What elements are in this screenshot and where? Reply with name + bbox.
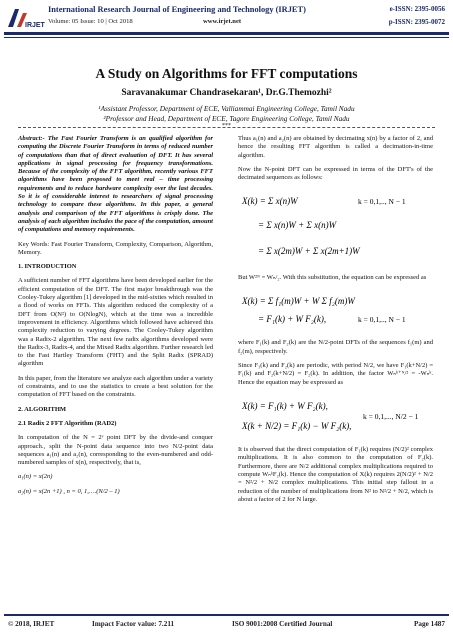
right-paragraph-5: Since F₁(k) and F₂(k) are periodic, with period N/2, we have F₁(k+N/2) = F₁(k) and F₂(k+N/2) = F₂(k). In addition, the factor Wₙᵏ⁺ᴺ/² = -Wₙᵏ. Hence the equation may be expressed as bbox=[238, 361, 433, 386]
footer-page-number: Page 1487 bbox=[414, 620, 445, 628]
irjet-logo bbox=[5, 5, 45, 31]
dft-halfsize-equation bbox=[238, 290, 433, 330]
dft-eq-range-1: k = 0,1,.., N − 1 bbox=[358, 197, 406, 207]
right-paragraph-2: Now the N-point DFT can be expressed in terms of the DFT's of the decimated sequences as follows: bbox=[238, 165, 433, 182]
svg-text:IRJET: IRJET bbox=[25, 22, 45, 29]
pissn: p-ISSN: 2395-0072 bbox=[388, 18, 445, 26]
keywords: Key Words: Fast Fourier Transform, Complexity, Comparison, Algorithm, Memory. bbox=[18, 240, 213, 256]
right-paragraph-6: It is observed that the direct computation of F₁(k) requires (N/2)² complex multiplications. It is also common to the computation of F₂(k). Furthermore, there are N/2 additional complex multiplications required to compute WₙᵏF₂(k). Hence the computation of X(k) requires 2(N/2)² + N/2 = N²/2 + N/2 complex multiplications. This initial step fallout in a reduction of the number of multiplications from N² to N²/2 + N/2, which is about a factor of 2 for N large. bbox=[238, 446, 433, 503]
right-column bbox=[238, 135, 433, 510]
footer-impact-factor: Impact Factor value: 7.211 bbox=[92, 620, 175, 628]
header-rule bbox=[4, 32, 449, 35]
intro-heading: 1. INTRODUCTION bbox=[18, 263, 77, 271]
dft2-eq-line-1: X(k) = Σ f₁(m)W + W Σ f₂(m)W bbox=[242, 296, 355, 307]
rad2-heading: 2.1 Radix 2 FFT Algorithm (RAD2) bbox=[18, 419, 117, 427]
journal-volume: Volume: 05 Issue: 10 | Oct 2018 bbox=[48, 18, 133, 25]
paper-title: A Study on Algorithms for FFT computations bbox=[95, 66, 358, 81]
footer-copyright: © 2018, IRJET bbox=[8, 620, 55, 628]
dft-eq-line-2: = Σ x(n)W + Σ x(n)W bbox=[258, 220, 337, 231]
dft-eq-line-1: X(k) = Σ x(n)W bbox=[242, 196, 298, 207]
footer-iso: ISO 9001:2008 Certified Journal bbox=[232, 620, 333, 628]
dft-decimation-equation bbox=[238, 190, 433, 264]
left-column bbox=[18, 135, 213, 502]
rad2-paragraph: In computation of the N = 2ᵛ point DFT by the divide-and conquer approach., split the N-point data sequence into two N/2-point data sequences a₁(n) and a₂(n), corresponding to the even-numbered and odd-numbered samples of x(n), respectively, that is, bbox=[18, 434, 213, 467]
butterfly-eq-line-2: X(k + N/2) = F₁(k) − W F₂(k), bbox=[242, 420, 352, 431]
dft-eq-line-3: = Σ x(2m)W + Σ x(2m+1)W bbox=[258, 246, 360, 257]
dft2-eq-line-2: = F₁(k) + W F₂(k), bbox=[258, 314, 327, 325]
abstract: Abstract:- The Fast Fourier Transform is an qualified algorithm for computing the Discrete Fourier Transform in terms of reduced number of computations than that of direct evaluation of DFT. It has several applications in signal processing for frequency transformations. Because of the complexity of the FFT algorithm, recently various FFT algorithms have been proposed to meet real – time processing requirements and to reduce hardware complexity over the last decades. So it is of considerable interest to researchers of signal processing technology to compare these algorithms. In this paper, a general analysis and comparison of the FFT algorithms is crisply done. The analysis of each algorithm includes the pace of the computation, amount of computations and memory requirements. bbox=[18, 135, 213, 234]
butterfly-eq-range: k = 0,1,..., N/2 − 1 bbox=[363, 411, 419, 421]
eissn: e-ISSN: 2395-0056 bbox=[389, 5, 445, 13]
footer-rule bbox=[4, 614, 449, 616]
butterfly-eq-line-1: X(k) = F₁(k) + W F₂(k), bbox=[242, 400, 328, 411]
dft2-eq-range: k = 0,1,.., N − 1 bbox=[358, 315, 406, 325]
right-paragraph-1: Thus a₁(n) and a₂(n) are obtained by decimating x(n) by a factor of 2, and hence the resulting FFT algorithm is called a decimation-in-time algorithm. bbox=[238, 135, 433, 159]
journal-website[interactable]: www.irjet.net bbox=[203, 18, 242, 25]
separator-stars: *** bbox=[222, 123, 231, 129]
header-rule-thin bbox=[4, 37, 449, 38]
right-paragraph-4: where F₁(k) and F₂(k) are the N/2-point DFTs of the sequences f₁(m) and f₂(m), respectively. bbox=[238, 339, 433, 355]
affiliation-1: ¹Assistant Professor, Department of ECE, Valliammai Engineering College, Tamil Nadu bbox=[98, 104, 355, 113]
journal-title: International Research Journal of Engineering and Technology (IRJET) bbox=[48, 5, 306, 14]
butterfly-equation bbox=[238, 395, 433, 437]
equation-a1: a₁(n) = x(2n) bbox=[18, 473, 53, 481]
intro-paragraph-1: A sufficient number of FFT algorithms have been developed earlier for the efficient computation of the DFT. The first major breakthrough was the Cooley-Tukey algorithm [1] developed in the mid-sixties which resulted in a flood of works on FFTs. This algorithm reduced the complexity of a DFT from O(N²) to O(NlogN), which at the time was a incredible improvement in efficiency. Algorithms which followed have achieved this complexity reduction to varying degrees. The Cooley-Tukey algorithm was a Radix-2 algorithm. The next few radix algorithms developed were the Radix-3, Radix-4, and the Mixed Radix algorithm. Further research led to the Fast Hartley Transform (FHT) and the Split Radix (SPRAD) algorithm bbox=[18, 277, 213, 368]
equation-a2: a₂(n) = x(2n +1) , n = 0, 1,….(N/2 – 1) bbox=[18, 487, 120, 495]
journal-header bbox=[0, 0, 453, 44]
right-paragraph-3: But W²ᴺ = Wₙ/₂. With this substitution, the equation can be expressed as bbox=[238, 273, 427, 281]
intro-paragraph-2: In this paper, from the literature we analyze each algorithm under a variety of constraints, and to use the statistics to create a best solution for the computation of FFT based on the constraints. bbox=[18, 374, 213, 399]
affiliation-2: ²Professor and Head, Department of ECE, Tagore Engineering College, Tamil Nadu bbox=[103, 114, 350, 123]
algorithm-heading: 2. ALGORITHM bbox=[18, 405, 67, 413]
paper-authors: Saravanakumar Chandrasekaran¹, Dr.G.Themozhi² bbox=[121, 88, 332, 98]
